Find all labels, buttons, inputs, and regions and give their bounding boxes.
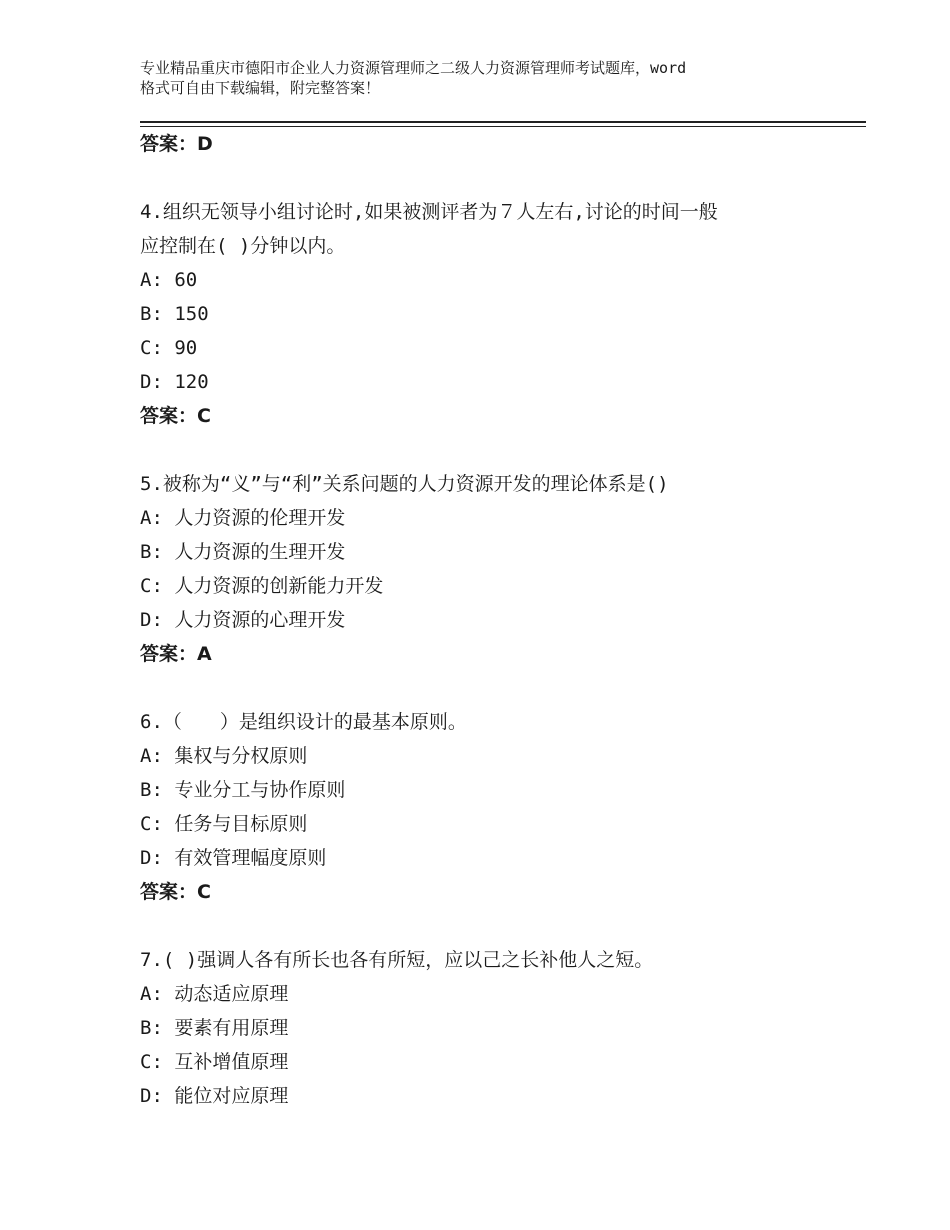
option-d: D: 人力资源的心理开发 — [140, 609, 346, 631]
question-list — [140, 127, 840, 1113]
option-a: A: 人力资源的伦理开发 — [140, 507, 346, 529]
header-divider-thick — [140, 121, 866, 123]
question-item — [140, 705, 840, 909]
question-text: 5.被称为“义”与“利”关系问题的人力资源开发的理论体系是() — [140, 473, 669, 495]
option-d: D: 有效管理幅度原则 — [140, 847, 327, 869]
option-b: B: 150 — [140, 303, 209, 325]
answer-label: 答案：C — [140, 881, 211, 903]
question-item — [140, 467, 840, 671]
option-b: B: 要素有用原理 — [140, 1017, 289, 1039]
option-a: A: 动态适应原理 — [140, 983, 289, 1005]
option-d: D: 120 — [140, 371, 209, 393]
option-c: C: 人力资源的创新能力开发 — [140, 575, 384, 597]
header-line-2: 格式可自由下载编辑，附完整答案！ — [140, 79, 381, 97]
document-header — [140, 58, 860, 98]
header-line-1: 专业精品重庆市德阳市企业人力资源管理师之二级人力资源管理师考试题库，word — [140, 59, 687, 77]
answer-label: 答案：C — [140, 405, 211, 427]
question-item — [140, 195, 840, 433]
question-text: 4.组织无领导小组讨论时,如果被测评者为７人左右,讨论的时间一般 — [140, 201, 718, 223]
question-text: 6.（ ）是组织设计的最基本原则。 — [140, 711, 467, 733]
option-b: B: 人力资源的生理开发 — [140, 541, 346, 563]
question-item — [140, 943, 840, 1113]
option-b: B: 专业分工与协作原则 — [140, 779, 346, 801]
option-c: C: 任务与目标原则 — [140, 813, 308, 835]
answer-label: 答案：D — [140, 133, 213, 155]
question-text-continued: 应控制在( )分钟以内。 — [140, 235, 346, 257]
option-c: C: 互补增值原理 — [140, 1051, 289, 1073]
question-text: 7.( )强调人各有所长也各有所短，应以己之长补他人之短。 — [140, 949, 654, 971]
answer-label: 答案：A — [140, 643, 212, 665]
option-a: A: 60 — [140, 269, 198, 291]
option-d: D: 能位对应原理 — [140, 1085, 289, 1107]
option-c: C: 90 — [140, 337, 198, 359]
option-a: A: 集权与分权原则 — [140, 745, 308, 767]
